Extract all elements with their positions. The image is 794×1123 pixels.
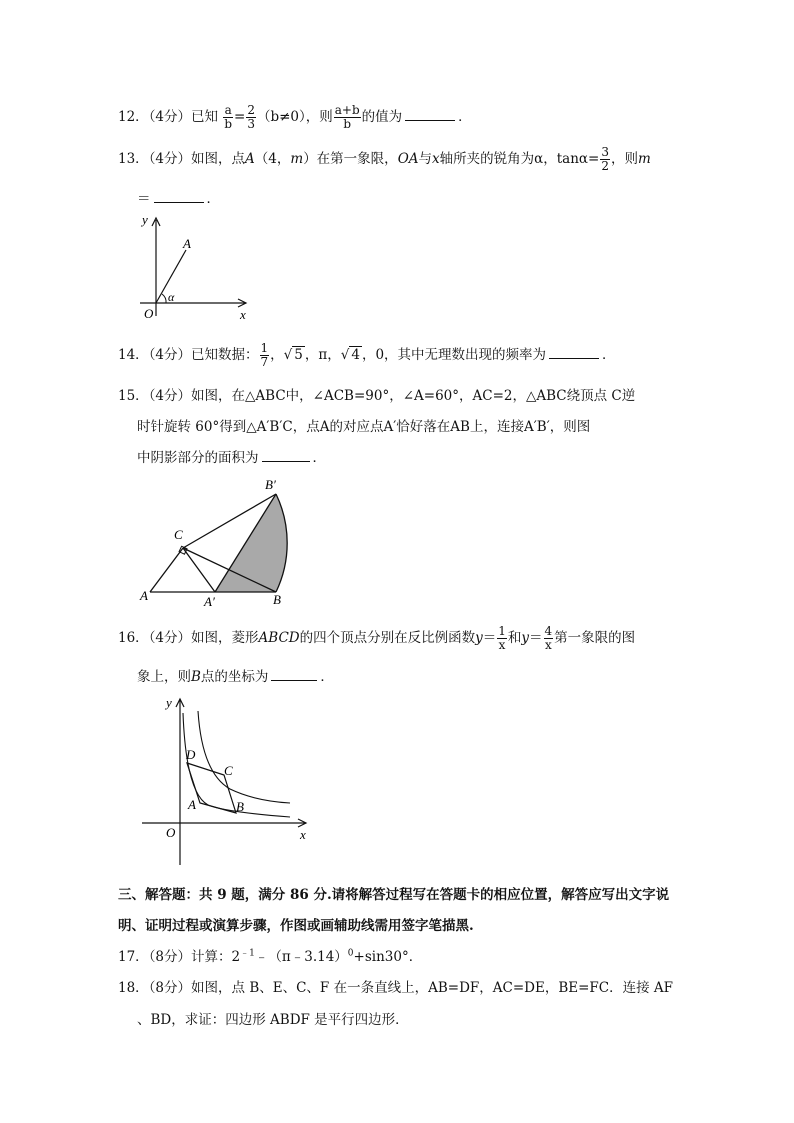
fig-label-y: y bbox=[142, 212, 148, 227]
q15-line1: 15．（4分）如图，在△ABC中，∠ACB=90°，∠A=60°，AC=2，△ABC绕顶点 C逆 bbox=[118, 388, 636, 404]
fig-label-D: D bbox=[186, 747, 196, 762]
fraction-4-over-x: $\frac{4}{x}$ bbox=[544, 624, 553, 652]
fig-label-alpha: α bbox=[168, 290, 175, 304]
q16-line1: 16．（4分）如图，菱形ABCD的四个顶点分别在反比例函数y＝ $\frac{1}{x}$ 和y＝ $\frac{4}{x}$ 第一象限的图 bbox=[118, 624, 636, 652]
q16-figure bbox=[140, 693, 315, 868]
answer-blank bbox=[405, 119, 455, 121]
answer-blank bbox=[271, 679, 317, 681]
q17: 17．（8分）计算：$2^{﹣1}﹣(\pi﹣3.14)^0+\sin 30^\circ$． bbox=[118, 948, 423, 965]
fig-label-A-prime: A′ bbox=[204, 594, 215, 609]
sqrt-5: √ 5 bbox=[283, 347, 303, 363]
fraction-aplusb-over-b: $\frac{a+b}{b}$ bbox=[334, 103, 360, 131]
q13-line2: ＝ ． bbox=[137, 191, 220, 207]
fig-label-A: A bbox=[188, 797, 196, 812]
fraction-2-over-3: $\frac{2}{3}$ bbox=[247, 103, 255, 131]
fig-label-x: x bbox=[300, 827, 306, 842]
q12: 12．（4分）已知 $\frac{a}{b}$ = $\frac{2}{3}$ （b≠0），则 $\frac{a+b}{b}$ 的值为 ． bbox=[118, 103, 472, 131]
fraction-3-over-2: $\frac{3}{2}$ bbox=[601, 145, 609, 173]
q15-line3: 中阴影部分的面积为 ． bbox=[137, 450, 326, 466]
fig-label-C: C bbox=[174, 527, 183, 542]
fig-label-y: y bbox=[166, 695, 172, 710]
fraction-1-over-x: $\frac{1}{x}$ bbox=[498, 624, 506, 652]
answer-blank bbox=[262, 460, 310, 462]
q18-line1: 18．（8分）如图，点 B、E、C、F 在一条直线上，AB=DF，AC=DE，BE=FC．连接 AF bbox=[118, 980, 674, 996]
q15-line2: 时针旋转 60°得到△A′B′C，点A的对应点A′恰好落在AB上，连接A′B′，则图 bbox=[137, 419, 591, 435]
q13-figure bbox=[136, 212, 256, 324]
q13-line1: 13．（4分）如图，点A（4，m）在第一象限，OA与x轴所夹的锐角为α，tanα= $\frac{3}{2}$ ，则m bbox=[118, 145, 651, 173]
q14: 14．（4分）已知数据： $\frac{1}{7}$ ，√ 5 ，π，√ 4 ，0，其中无理数出现的频率为 ． bbox=[118, 341, 616, 369]
fig-label-B: B bbox=[236, 799, 244, 814]
fraction-a-over-b: $\frac{a}{b}$ bbox=[224, 103, 233, 131]
answer-blank bbox=[154, 201, 204, 203]
fig-label-B: B bbox=[273, 592, 281, 607]
section-heading-line2: 明、证明过程或演算步骤，作图或画辅助线需用签字笔描黑. bbox=[118, 918, 474, 934]
fig-label-O: O bbox=[166, 825, 176, 840]
fig-label-O: O bbox=[144, 306, 154, 321]
fig-label-B-prime: B′ bbox=[265, 477, 276, 492]
q15-figure bbox=[138, 473, 298, 609]
fig-label-x: x bbox=[240, 307, 246, 322]
fig-label-A: A bbox=[183, 236, 191, 251]
section-heading-line1: 三、解答题：共 9 题，满分 86 分.请将解答过程写在答题卡的相应位置，解答应写出文字说 bbox=[118, 887, 670, 903]
q16-line2: 象上，则B点的坐标为 ． bbox=[137, 669, 334, 685]
fig-label-A: A bbox=[140, 588, 148, 603]
answer-blank bbox=[549, 357, 599, 359]
fraction-1-over-7: $\frac{1}{7}$ bbox=[260, 341, 269, 369]
fig-label-C: C bbox=[224, 763, 233, 778]
q18-line2: 、BD，求证：四边形 ABDF 是平行四边形． bbox=[137, 1012, 409, 1028]
sqrt-4: √ 4 bbox=[340, 347, 360, 363]
